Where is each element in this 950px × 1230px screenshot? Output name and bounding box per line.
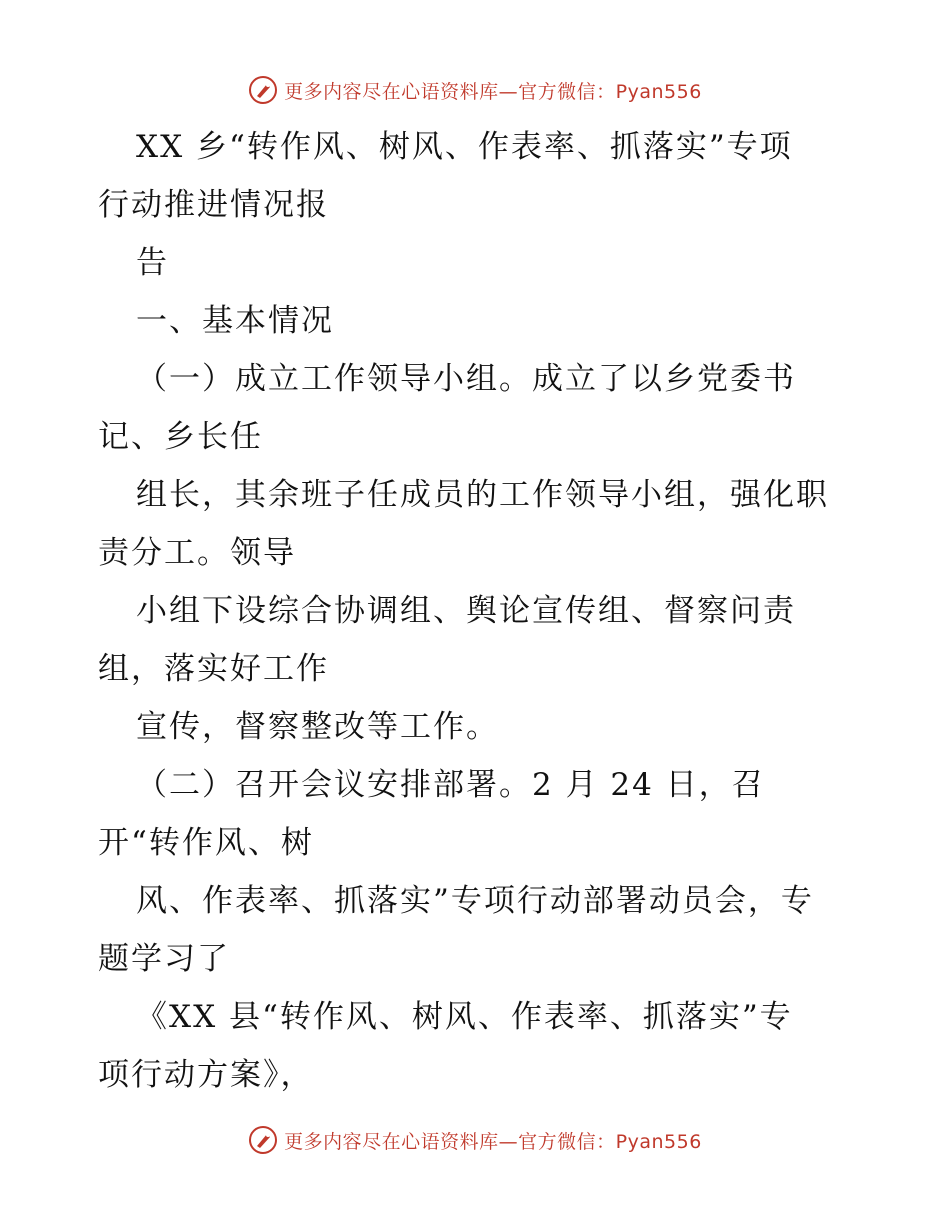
doc-line: （二）召开会议安排部署。2 月 24 日，召 [136,767,765,803]
doc-line: 组，落实好工作 [98,651,329,687]
doc-line: 风、作表率、抓落实”专项行动部署动员会，专 [136,883,814,919]
doc-line: 组长，其余班子任成员的工作领导小组，强化职 [136,477,829,513]
doc-line: XX 乡“转作风、树风、作表率、抓落实”专项 [136,129,793,165]
footer-banner-text: 更多内容尽在心语资料库—官方微信：Pyan556 [284,1130,702,1153]
doc-line: 宣传，督察整改等工作。 [136,709,499,745]
doc-line: （一）成立工作领导小组。成立了以乡党委书 [136,361,796,397]
header-banner-text: 更多内容尽在心语资料库—官方微信：Pyan556 [284,80,702,103]
doc-line: 一、基本情况 [136,303,334,339]
doc-line: 项行动方案》， [98,1057,314,1093]
doc-line: 小组下设综合协调组、舆论宣传组、督察问责 [136,593,796,629]
doc-line: 责分工。领导 [98,535,296,571]
doc-line: 行动推进情况报 [98,187,329,223]
pen-nib-logo-icon [248,75,278,105]
footer-banner [0,1120,950,1160]
doc-line: 《XX 县“转作风、树风、作表率、抓落实”专 [136,999,793,1035]
doc-line: 记、乡长任 [98,419,263,455]
doc-line: 开“转作风、树 [98,825,314,861]
pen-nib-logo-icon [248,1125,278,1155]
doc-line: 告 [136,245,169,281]
doc-line: 题学习了 [98,941,230,977]
header-banner [0,70,950,110]
